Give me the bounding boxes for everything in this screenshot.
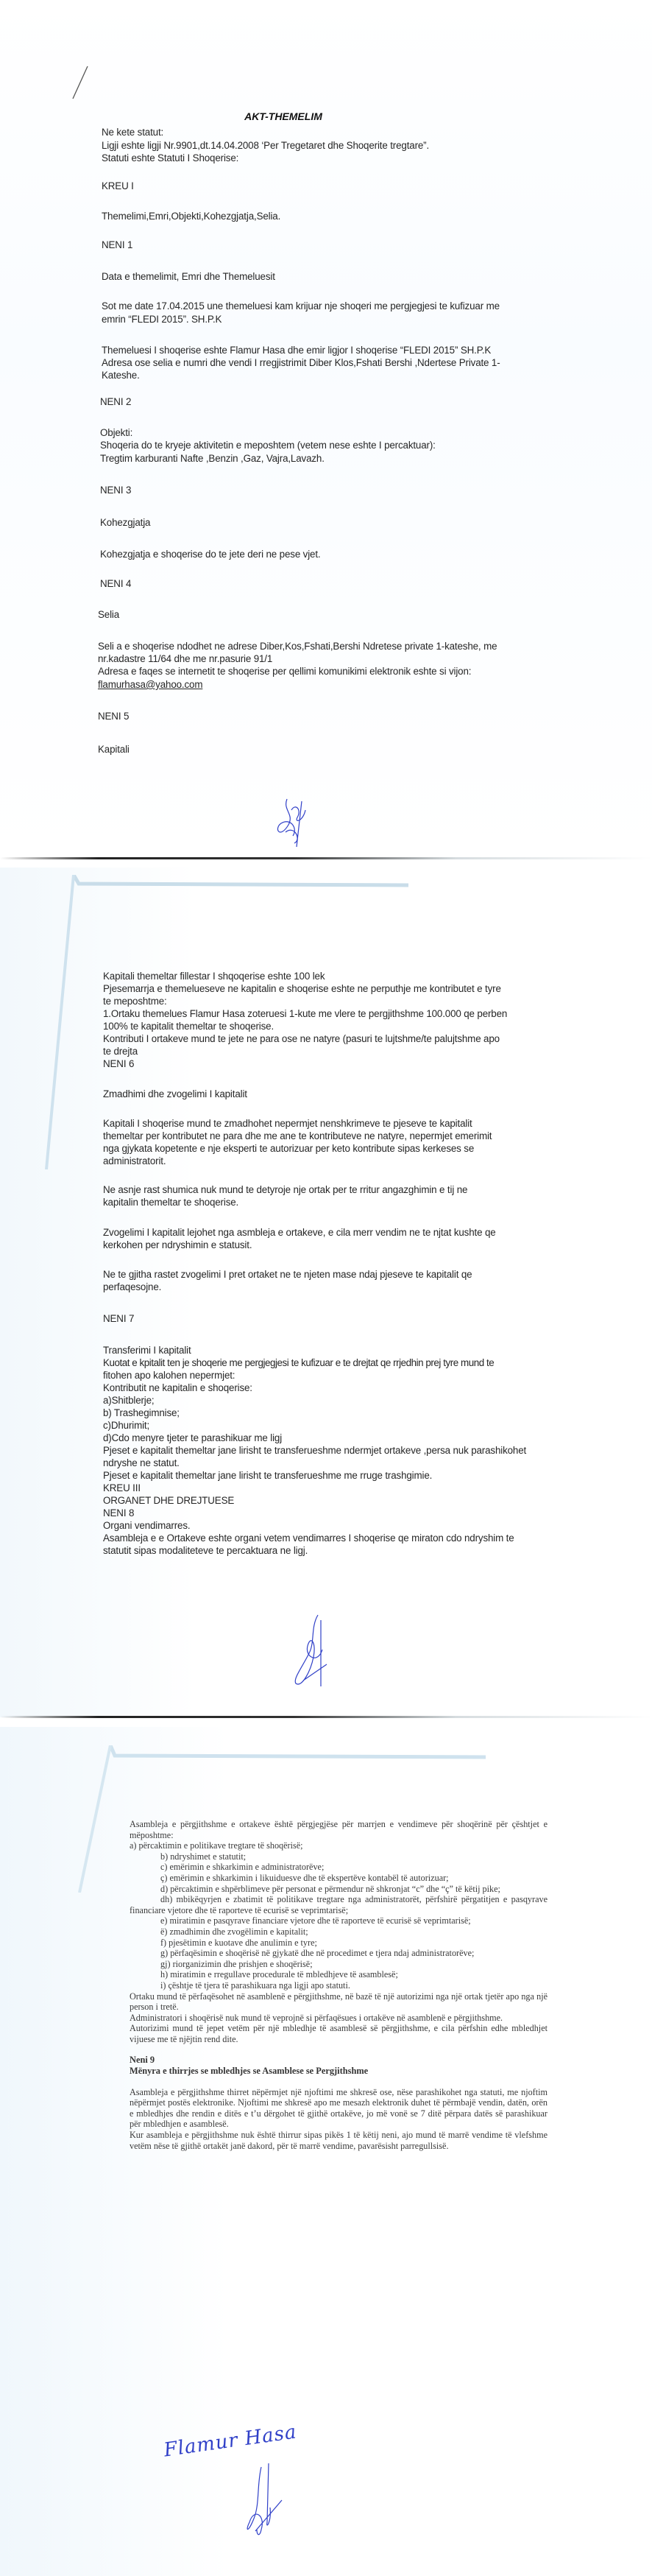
text-line: Themeluesi I shoqerise eshte Flamur Hasa dhe emir ligjor I shoqerise “FLEDI 2015” SH.P.K (102, 345, 492, 356)
text-line: te meposhtme: (103, 996, 167, 1007)
text-line: kapitalin themeltar te shoqerise. (103, 1197, 239, 1208)
text-line: Zmadhimi dhe zvogelimi I kapitalit (103, 1088, 247, 1099)
text-line: a)Shitblerje; (103, 1395, 155, 1406)
handwritten-signature-name: Flamur Hasa (162, 2421, 299, 2462)
text-line: Kapitali (98, 744, 130, 755)
text-line: Ligji eshte ligji Nr.9901,dt.14.04.2008 ‘Per Tregetaret dhe Shoqerite tregtare”. (102, 140, 430, 151)
text-line: c)Dhurimit; (103, 1420, 150, 1431)
paragraph-administratori: Administratori i shoqërisë nuk mund të veprojnë si përfaqësues i ortakëve në asamblenë e përgjithshme. (130, 2012, 503, 2023)
text-line: Themelimi,Emri,Objekti,Kohezgjatja,Selia. (102, 211, 281, 222)
page-edge-divider (0, 857, 652, 859)
paragraph-ortaku: Ortaku mund të përfaqësohet në asamblenë e përgjithshme, në bazë të një autorizimi nga një ortak tjetër apo nga një person i tretë. (130, 1991, 548, 2013)
text-line: themeltar per kontributet ne para dhe me ane te kontributeve ne natyre, nepermjet emerimit (103, 1130, 492, 1141)
list-item: a) përcaktimin e politikave tregtare të shoqërisë; (130, 1840, 303, 1851)
text-line: NENI 6 (103, 1058, 135, 1069)
paragraph-autorizimi: Autorizimi mund të jepet vetëm për një mbledhje të asamblesë së përgjithshme, e cila përfshin edhe mbledhjet vijuese me të njëjtin rend dite. (130, 2023, 548, 2044)
signature-initials-icon (272, 795, 316, 851)
text-line: NENI 3 (100, 485, 132, 496)
text-line: perfaqesojne. (103, 1281, 162, 1292)
text-line: Kapitali themeltar fillestar I shqoqerise eshte 100 lek (103, 971, 325, 982)
list-item: gj) riorganizimin dhe prishjen e shoqërisë; (160, 1958, 313, 1969)
text-line: Tregtim karburanti Nafte ,Benzin ,Gaz, Vajra,Lavazh. (100, 453, 325, 464)
text-line: Organi vendimarres. (103, 1520, 191, 1531)
text-line: kerkohen per ndryshimin e statusit. (103, 1239, 252, 1250)
pen-mark-icon (70, 65, 92, 102)
text-line: Data e themelimit, Emri dhe Themeluesit (102, 271, 275, 282)
text-line: NENI 1 (102, 239, 133, 250)
page3-body (130, 1819, 548, 2151)
text-line: Kapitali I shoqerise mund te zmadhohet nepermjet nenshkrimeve te pjeseve te kapitalit (103, 1118, 472, 1129)
text-line: Kohezgjatja e shoqerise do te jete deri ne pese vjet. (100, 549, 321, 560)
text-line: Kohezgjatja (100, 517, 151, 528)
text-line: ORGANET DHE DREJTUESE (103, 1495, 235, 1506)
text-line: Asambleja e e Ortakeve eshte organi vetem vendimarres I shoqerise qe miraton cdo ndryshim te (103, 1532, 514, 1544)
text-line: Pjesemarrja e themelueseve ne kapitalin e shoqerise eshte ne perputhje me kontributet e tyre (103, 983, 501, 994)
text-line: 100% te kapitalit themeltar te shoqerise. (103, 1021, 274, 1032)
text-line: emrin “FLEDI 2015”. SH.P.K (102, 314, 222, 325)
text-line: Transferimi I kapitalit (103, 1345, 191, 1356)
article-9-label: Neni 9 (130, 2055, 155, 2066)
text-line: nr.kadastre 11/64 dhe me nr.pasurie 91/1 (98, 653, 273, 664)
list-item: e) miratimin e pasqyrave financiare vjetore dhe të raporteve të ecurisë së veprimtarisë; (160, 1915, 471, 1926)
page-edge-divider (0, 1716, 652, 1718)
text-line: fitohen apo kalohen nepermjet: (103, 1370, 235, 1381)
signature-initials-icon (239, 2463, 283, 2541)
text-line: administratorit. (103, 1155, 166, 1166)
text-line: KREU III (103, 1482, 141, 1493)
list-item: b) ndryshimet e statutit; (160, 1851, 247, 1862)
document-page-1 (0, 0, 652, 859)
text-line: b) Trashegimnise; (103, 1407, 180, 1418)
text-line: Pjeset e kapitalit themeltar jane lirisht te transferueshme me rruge trashgimie. (103, 1470, 433, 1481)
email-link[interactable]: flamurhasa@yahoo.com (98, 679, 203, 690)
text-line: Zvogelimi I kapitalit lejohet nga asmbleja e ortakeve, e cila merr vendim ne te njtat kushte qe (103, 1227, 496, 1238)
signature-initials-icon (288, 1613, 333, 1690)
text-line: Shoqeria do te kryeje aktivitetin e meposhtem (vetem nese eshte I percaktuar): (100, 440, 436, 451)
list-item: c) emërimin e shkarkimin e administratorëve; (160, 1862, 325, 1873)
text-line: Adresa e faqes se internetit te shoqerise per qellimi komunikimi elektronik eshte si vijon: (98, 666, 472, 677)
text-line: nga gjykata kopetente e nje eksperti te autorizuar per keto kontribute sipas kerkeses se (103, 1143, 475, 1154)
text-line: NENI 7 (103, 1313, 135, 1324)
text-line: NENI 8 (103, 1507, 135, 1518)
list-item: i) çështje të tjera të parashikuara nga ligji apo statuti. (160, 1979, 350, 1991)
text-line: Sot me date 17.04.2015 une themeluesi kam krijuar nje shoqeri me pergjegjesi te kufizuar me (102, 300, 500, 312)
text-line: Kateshe. (102, 370, 140, 381)
paragraph-assembly-duties: Asambleja e përgjithshme e ortakeve është përgjegjëse për marrjen e vendimeve për shoqërinë për çështjet e mëposhtme: (130, 1819, 548, 1840)
text-line: Ne te gjitha rastet zvogelimi I pret ortaket ne te njeten mase ndaj pjeseve te kapitalit qe (103, 1269, 472, 1280)
list-item: ë) zmadhimin dhe zvogëlimin e kapitalit; (160, 1926, 308, 1937)
text-line: NENI 2 (100, 396, 132, 407)
text-line: ndryshe ne statut. (103, 1457, 180, 1468)
list-item: ç) emërimin e shkarkimin i likuiduesve dhe të ekspertëve kontabël të autorizuar; (160, 1872, 449, 1883)
text-line: Statuti eshte Statuti I Shoqerise: (102, 152, 239, 163)
text-line: Kuotat e kpitalit ten je shoqerie me pergjegjesi te kufizuar e te drejtat qe rrjedhin prej tyre mund te (103, 1357, 495, 1368)
text-line: statutit sipas modaliteteve te percaktuara ne ligj. (103, 1545, 308, 1556)
article-9-title: Mënyra e thirrjes se mbledhjes se Asamblese se Pergjithshme (130, 2066, 369, 2077)
text-line: Pjeset e kapitalit themeltar jane lirisht te transferueshme ndermjet ortakeve ,persa nuk parashikohet (103, 1445, 527, 1456)
paragraph-thirrja: Asambleja e përgjithshme thirret nëpërmjet një njoftimi me shkresë ose, nëse parashikohet nga statuti, me njoftim nëpërmjet postës elektronike. Njoftimi me shkresë apo me mesazh elektronik duhet të përmbajë vendin, datën, orën e mbledhjes dhe rendin e ditës e t’u dërgohet të gjithë ortakëve, jo më vonë se 7 ditë përpara datës së parashikuar për mbledhjen e asamblesë. (130, 2086, 548, 2130)
text-line: Objekti: (100, 427, 133, 438)
text-line: Selia (98, 609, 120, 620)
text-line: Seli a e shoqerise ndodhet ne adrese Diber,Kos,Fshati,Bershi Ndretese private 1-kateshe, me (98, 641, 497, 652)
text-line: Adresa ose selia e numri dhe vendi I rregjistrimit Diber Klos,Fshati Bershi ,Ndertese Private 1- (102, 357, 500, 368)
text-line: 1.Ortaku themelues Flamur Hasa zoteruesi 1-kute me vlere te pergjithshme 100.000 qe perben (103, 1008, 508, 1019)
text-line: KREU I (102, 180, 134, 191)
list-item: g) përfaqësimin e shoqërisë në gjykatë dhe në procedimet e tjera ndaj administratorëve; (160, 1948, 475, 1959)
document-title: AKT-THEMELIM (244, 110, 322, 122)
text-line: Ne kete statut: (102, 127, 164, 138)
paragraph-kur: Kur asambleja e përgjithshme nuk është thirrur sipas pikës 1 të këtij neni, ajo mund të marrë vendime të vlefshme vetëm nëse të gjithë ortakët janë dakord, për të marrë vendime, pavarësisht parregullsisë. (130, 2130, 548, 2151)
text-line: te drejta (103, 1046, 138, 1057)
document-page-2 (0, 868, 652, 1717)
list-item: d) përcaktimin e shpërblimeve për personat e përmendur në shkronjat “c” dhe “ç” të këtij pike; (160, 1883, 500, 1894)
text-line: Ne asnje rast shumica nuk mund te detyroje nje ortak per te rritur angazghimin e tij ne (103, 1184, 468, 1195)
list-item: f) pjesëtimin e kuotave dhe anulimin e tyre; (160, 1937, 317, 1948)
text-line: NENI 4 (100, 578, 132, 589)
text-line: Kontributi I ortakeve mund te jete ne para ose ne natyre (pasuri te lujtshme/te palujtshme apo (103, 1033, 500, 1044)
text-line: Kontributit ne kapitalin e shoqerise: (103, 1382, 252, 1393)
text-line: d)Cdo menyre tjeter te parashikuar me ligj (103, 1432, 283, 1443)
list-item: h) miratimin e rregullave procedurale të mbledhjeve të asamblesë; (160, 1969, 398, 1980)
list-item: dh) mbikëqyrjen e zbatimit të politikave tregtare nga administratorët, përfshirë përgatitjen e pasqyrave financiare vjetore dhe të raporteve të ecurisë se veprimtarisë; (130, 1894, 548, 1915)
text-line: NENI 5 (98, 711, 130, 722)
